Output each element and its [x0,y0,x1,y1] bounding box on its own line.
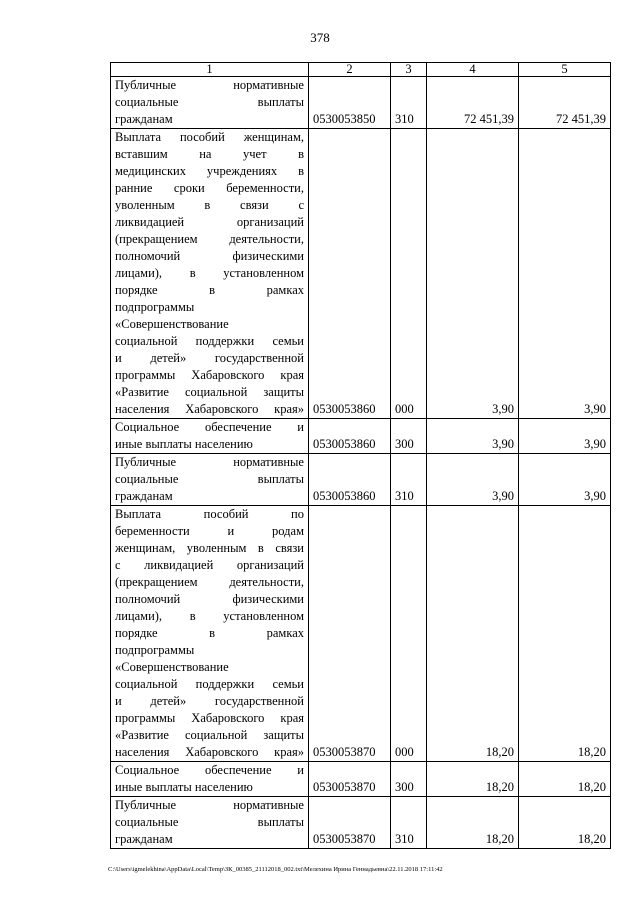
table-row [111,797,611,849]
row-name-line: (прекращением деятельности, [115,232,304,246]
row-csr-code: 0530053870 [309,797,391,849]
header-col-3: 3 [391,63,427,77]
row-name-line: с ликвидацией организаций [115,558,304,572]
row-name-line: Публичные нормативные [115,798,304,812]
row-name-line: порядке в рамках [115,626,304,640]
row-value-1: 3,90 [427,454,519,506]
row-vr-code: 310 [391,797,427,849]
row-value-2: 3,90 [519,129,611,419]
row-name-line: (прекращением деятельности, [115,575,304,589]
row-vr-code: 300 [391,419,427,454]
row-name-line: полномочий физическими [115,249,304,263]
row-name-line: гражданам [115,832,173,846]
row-name-line: гражданам [115,489,173,503]
table-row [111,419,611,454]
table-header-row [111,63,611,77]
header-col-1: 1 [111,63,309,77]
row-value-2: 72 451,39 [519,77,611,129]
row-name-cell [111,129,309,419]
row-csr-code: 0530053860 [309,419,391,454]
row-name-line: иные выплаты населению [115,437,253,451]
row-name-line: иные выплаты населению [115,780,253,794]
row-csr-code: 0530053860 [309,129,391,419]
row-name-line: программы Хабаровского края [115,711,304,725]
row-name-line: ранние сроки беременности, [115,181,304,195]
row-name-cell [111,506,309,762]
row-value-2: 18,20 [519,797,611,849]
row-name-line: Социальное обеспечение и [115,420,304,434]
row-name-line: социальной поддержки семьи [115,334,304,348]
row-value-2: 18,20 [519,762,611,797]
row-value-2: 3,90 [519,419,611,454]
budget-table [110,62,611,849]
row-name-line: населения Хабаровского края» [115,402,304,416]
row-name-cell [111,797,309,849]
row-name-line: Социальное обеспечение и [115,763,304,777]
row-name-line: Выплата пособий женщинам, [115,130,304,144]
row-name-line: медицинских учреждениях в [115,164,304,178]
row-name-line: подпрограммы [115,300,195,314]
table-row [111,454,611,506]
table-row [111,762,611,797]
header-col-4: 4 [427,63,519,77]
row-csr-code: 0530053850 [309,77,391,129]
row-value-2: 18,20 [519,506,611,762]
row-name-cell [111,454,309,506]
row-name-line: Публичные нормативные [115,455,304,469]
row-name-line: «Совершенствование [115,660,229,674]
row-value-1: 3,90 [427,419,519,454]
row-name-line: Публичные нормативные [115,78,304,92]
file-path-footer: C:\Users\igmelekhina\AppData\Local\Temp\ЗК_00385_21112018_002.txt\Мелехина Ирина Геннадьевна\22.11.2018 17:11:42 [108,866,443,873]
table-row [111,77,611,129]
row-vr-code: 300 [391,762,427,797]
row-name-line: порядке в рамках [115,283,304,297]
row-value-2: 3,90 [519,454,611,506]
row-name-line: лицами), в установленном [115,266,304,280]
row-csr-code: 0530053870 [309,506,391,762]
row-name-line: социальные выплаты [115,472,304,486]
row-vr-code: 000 [391,506,427,762]
table-row [111,129,611,419]
row-name-line: полномочий физическими [115,592,304,606]
row-name-line: «Развитие социальной защиты [115,728,304,742]
row-name-cell [111,419,309,454]
row-vr-code: 000 [391,129,427,419]
row-name-line: лицами), в установленном [115,609,304,623]
row-name-line: ликвидацией организаций [115,215,304,229]
row-name-line: подпрограммы [115,643,195,657]
table-row [111,506,611,762]
row-name-line: беременности и родам [115,524,304,538]
row-name-line: населения Хабаровского края» [115,745,304,759]
page-number: 378 [310,30,330,45]
row-value-1: 18,20 [427,762,519,797]
header-col-2: 2 [309,63,391,77]
row-name-line: гражданам [115,112,173,126]
row-csr-code: 0530053860 [309,454,391,506]
row-value-1: 3,90 [427,129,519,419]
row-name-cell [111,762,309,797]
row-name-line: «Развитие социальной защиты [115,385,304,399]
row-vr-code: 310 [391,77,427,129]
row-name-line: социальной поддержки семьи [115,677,304,691]
row-name-line: женщинам, уволенным в связи [115,541,304,555]
row-vr-code: 310 [391,454,427,506]
row-value-1: 18,20 [427,506,519,762]
row-name-line: уволенным в связи с [115,198,304,212]
row-csr-code: 0530053870 [309,762,391,797]
row-name-line: и детей» государственной [115,694,304,708]
row-name-line: «Совершенствование [115,317,229,331]
row-value-1: 18,20 [427,797,519,849]
row-value-1: 72 451,39 [427,77,519,129]
row-name-line: социальные выплаты [115,815,304,829]
row-name-line: программы Хабаровского края [115,368,304,382]
row-name-line: социальные выплаты [115,95,304,109]
row-name-line: Выплата пособий по [115,507,304,521]
row-name-line: вставшим на учет в [115,147,304,161]
row-name-line: и детей» государственной [115,351,304,365]
row-name-cell [111,77,309,129]
header-col-5: 5 [519,63,611,77]
